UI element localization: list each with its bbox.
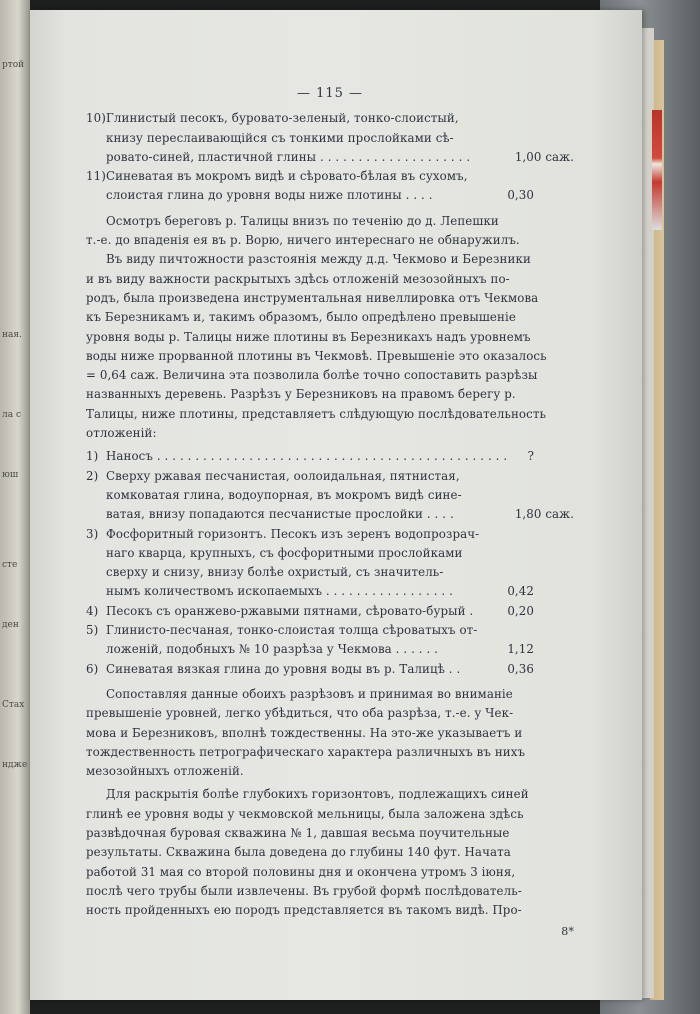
paragraph-line: уровня воды р. Талицы ниже плотины въ Березникахъ надъ уровнемъ bbox=[86, 329, 531, 344]
layer-continuation: книзу переслаивающійся съ тонкими прослойками сѣ- bbox=[106, 130, 454, 145]
left-page-margin bbox=[0, 0, 30, 1014]
layer-entry bbox=[86, 621, 574, 640]
layer-continuation: наго кварца, крупныхъ, съ фосфоритными прослойками bbox=[106, 545, 463, 560]
layer-number: 10) bbox=[86, 111, 106, 126]
bookmark-edge bbox=[652, 110, 662, 230]
paragraph-line: воды ниже прорванной плотины въ Чекмовѣ. Превышеніе это оказалось bbox=[86, 348, 547, 363]
book-page bbox=[30, 10, 642, 1000]
paragraph-line: глинѣ ее уровня воды у чекмовской мельницы, была заложена здѣсь bbox=[86, 806, 524, 821]
layer-continuation: комковатая глина, водоупорная, въ мокромъ видѣ сине- bbox=[106, 487, 462, 502]
layer-entry bbox=[86, 167, 574, 186]
layer-thickness: 0,20 bbox=[507, 603, 534, 618]
layer-continuation: слоистая глина до уровня воды ниже плотины . . . . 0,30 bbox=[106, 186, 574, 205]
left-fragment: юш bbox=[2, 470, 19, 480]
left-fragment: ден bbox=[2, 620, 19, 630]
layer-continuation: ложеній, подобныхъ № 10 разрѣза у Чекмова . . . . . . 1,12 bbox=[106, 640, 574, 659]
paragraph-line: мова и Березниковъ, вполнѣ тождественны. На это-же указываетъ и bbox=[86, 725, 523, 740]
layer-continuation: ровато-синей, пластичной глины . . . . . . . . . . . . . . . . . . . . 1,00 саж. bbox=[106, 148, 574, 167]
page-number: — 115 — bbox=[296, 86, 364, 101]
layer-thickness: 0,36 bbox=[507, 661, 534, 676]
layer-number: 3) bbox=[86, 526, 99, 541]
layer-entry bbox=[86, 109, 574, 128]
page-text bbox=[86, 84, 574, 942]
layer-text: Песокъ съ оранжево-ржавыми пятнами, сѣровато-бурый . bbox=[106, 603, 474, 618]
paragraph-line: работой 31 мая со второй половины дня и окончена утромъ 3 іюня, bbox=[86, 864, 516, 879]
paragraph-line: Въ виду пичтожности разстоянія между д.д. Чекмово и Березники bbox=[106, 252, 531, 267]
layer-text: Глинистый песокъ, буровато-зеленый, тонко-слоистый, bbox=[106, 111, 459, 126]
layer-thickness: 1,80 саж. bbox=[514, 507, 574, 522]
layer-entry bbox=[86, 447, 574, 466]
layer-thickness: 1,12 bbox=[507, 642, 534, 657]
layer-number: 4) bbox=[86, 603, 99, 618]
paragraph-line: ность пройденныхъ ею породъ представляется въ такомъ видѣ. Про- bbox=[86, 903, 522, 918]
layer-text: Синеватая въ мокромъ видѣ и сѣровато-бѣлая въ сухомъ, bbox=[106, 169, 468, 184]
left-fragment: ла с bbox=[2, 410, 21, 420]
signature-mark: 8* bbox=[561, 925, 574, 939]
paragraph-line: мезозойныхъ отложеній. bbox=[86, 764, 244, 779]
paragraph-line: отложеній: bbox=[86, 426, 157, 441]
paragraph-line: = 0,64 саж. Величина эта позволила болѣе точно сопоставить разрѣзы bbox=[86, 368, 538, 383]
layer-number: 1) bbox=[86, 449, 99, 464]
paragraph-line: превышеніе уровней, легко убѣдиться, что оба разрѣза, т.-е. у Чек- bbox=[86, 706, 514, 721]
paragraph-line: Для раскрытія болѣе глубокихъ горизонтовъ, подлежащихъ синей bbox=[106, 787, 529, 802]
layer-number: 11) bbox=[86, 169, 106, 184]
layer-entry bbox=[86, 467, 574, 486]
paragraph-line: названныхъ деревень. Разрѣзъ у Березниковъ на правомъ берегу р. bbox=[86, 387, 516, 402]
layer-thickness: ? bbox=[527, 449, 534, 464]
layer-number: 5) bbox=[86, 623, 99, 638]
paragraph-line: развѣдочная буровая скважина № 1, давшая весьма поучительные bbox=[86, 825, 510, 840]
layer-continuation: нымъ количествомъ ископаемыхъ . . . . . . . . . . . . . . . . . 0,42 bbox=[106, 582, 574, 601]
paragraph-line: къ Березникамъ и, такимъ образомъ, было опредѣлено превышеніе bbox=[86, 310, 516, 325]
layer-text: Глинисто-песчаная, тонко-слоистая толща сѣроватыхъ от- bbox=[106, 623, 478, 638]
paragraph-line: результаты. Скважина была доведена до глубины 140 фут. Начата bbox=[86, 845, 511, 860]
left-fragment: сте bbox=[2, 560, 18, 570]
paragraph-line: Осмотръ береговъ р. Талицы внизъ по теченію до д. Лепешки bbox=[106, 213, 499, 228]
paragraph-line: родъ, была произведена инструментальная нивеллировка отъ Чекмова bbox=[86, 290, 539, 305]
layer-number: 6) bbox=[86, 661, 99, 676]
left-fragment: ндже bbox=[2, 760, 28, 770]
paragraph-line: тождественность петрографическаго характера различныхъ въ нихъ bbox=[86, 744, 526, 759]
layer-thickness: 0,30 bbox=[507, 188, 534, 203]
layer-continuation: сверху и снизу, внизу болѣе охристый, съ значитель- bbox=[106, 565, 444, 580]
layer-text: Сверху ржавая песчанистая, оолоидальная, пятнистая, bbox=[106, 468, 460, 483]
layer-continuation: ватая, внизу попадаются песчанистые прослойки . . . . 1,80 саж. bbox=[106, 505, 574, 524]
layer-entry bbox=[86, 602, 574, 621]
left-fragment: Стах bbox=[2, 700, 25, 710]
paragraph-line: Сопоставляя данные обоихъ разрѣзовъ и принимая во вниманіе bbox=[106, 686, 513, 701]
paragraph-line: послѣ чего трубы были извлечены. Въ грубой формѣ послѣдователь- bbox=[86, 883, 522, 898]
layer-entry bbox=[86, 660, 574, 679]
layer-thickness: 1,00 саж. bbox=[514, 149, 574, 164]
layer-text: Синеватая вязкая глина до уровня воды въ р. Талицѣ . . bbox=[106, 661, 461, 676]
layer-entry bbox=[86, 525, 574, 544]
layer-thickness: 0,42 bbox=[507, 584, 534, 599]
layer-text: Наносъ . . . . . . . . . . . . . . . . . . . . . . . . . . . . . . . . . . . . . . . . . . . . . . bbox=[106, 449, 508, 464]
layer-text: Фосфоритный горизонтъ. Песокъ изъ зеренъ водопрозрач- bbox=[106, 526, 480, 541]
left-fragment: ртой bbox=[2, 60, 25, 70]
paragraph-line: Талицы, ниже плотины, представляетъ слѣдующую послѣдовательность bbox=[86, 406, 546, 421]
layer-number: 2) bbox=[86, 468, 99, 483]
paragraph-line: т.-е. до впаденія ея въ р. Ворю, ничего интереснаго не обнаружилъ. bbox=[86, 233, 520, 248]
left-fragment: ная. bbox=[2, 330, 22, 340]
paragraph-line: и въ виду важности раскрытыхъ здѣсь отложеній мезозойныхъ по- bbox=[86, 271, 510, 286]
